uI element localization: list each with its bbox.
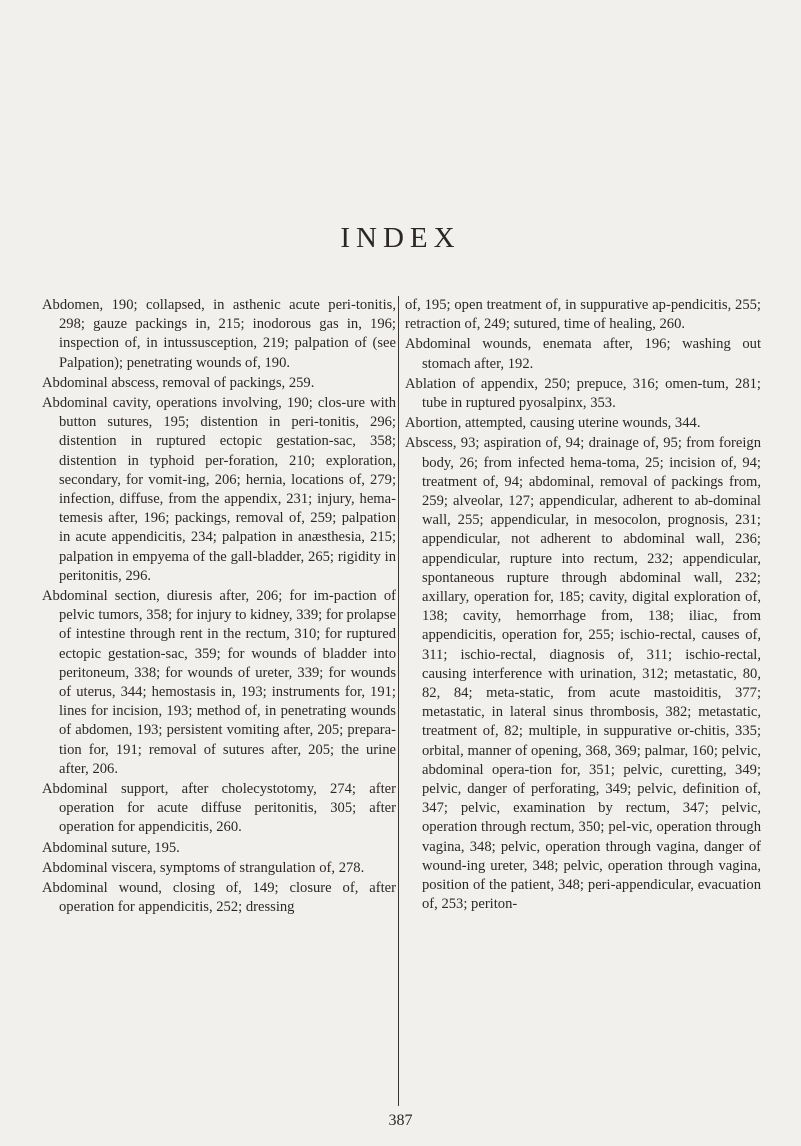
index-entry-continuation: of, 195; open treatment of, in suppurative ap-pendicitis, 255; retraction of, 249; sutured, time of healing, 260.	[405, 297, 761, 333]
index-left-column	[42, 296, 396, 919]
index-entry: Abdominal viscera, symptoms of strangulation of, 278.	[42, 859, 365, 876]
index-entry: Abdominal cavity, operations involving, 190; clos-ure with button sutures, 195; distention in peri-tonitis, 296; distention in ruptured ectopic gestation-sac, 358; distention in typhoid per-foration, 210; exploration, secondary, for vomit-ing, 206; hernia, locations of, 279; infection, diffuse, from the appendix, 231; injury, hema-temesis after, 196; packings, removal of, 259; palpation in acute appendicitis, 234; palpation in anæsthesia, 215; palpation in empyema of the gall-bladder, 265; rigidity in peritonitis, 296.	[42, 395, 396, 584]
page-number: 387	[388, 1112, 413, 1129]
index-entry: Abdominal wounds, enemata after, 196; washing out stomach after, 192.	[405, 336, 761, 372]
index-entry: Abdominal section, diuresis after, 206; for im-paction of pelvic tumors, 358; for injury to kidney, 339; for prolapse of intestine through rent in the rectum, 310; for ruptured ectopic gestation-sac, 359; for wounds of bladder into peritoneum, 338; for wounds of ureter, 339; for wounds of uterus, 344; hemostasis in, 193; instruments for, 191; lines for incision, 193; method of, in penetrating wounds of abdomen, 193; persistent vomiting after, 205; prepara-tion for, 191; removal of sutures after, 205; the urine after, 206.	[42, 588, 396, 777]
index-entry: Abscess, 93; aspiration of, 94; drainage of, 95; from foreign body, 26; from infected hema-toma, 25; incision of, 94; treatment of, 94; abdominal, removal of packings from, 259; alveolar, 127; appendicular, adherent to ab-dominal wall, 255; appendicular, in mesocolon, prognosis, 231; appendicular, not adherent to abdominal wall, 236; appendicular, rupture into rectum, 232; appendicular, spontaneous rupture through abdominal wall, 232; axillary, operation for, 185; cavity, digital exploration of, 138; cavity, hemorrhage from, 138; iliac, from appendicitis, operation for, 255; ischio-rectal, causes of, 311; ischio-rectal, diagnosis of, 311; ischio-rectal, causing interference with urination, 312; metastatic, 80, 82, 84; meta-static, from acute mastoiditis, 377; metastatic, in lateral sinus thrombosis, 382; metastatic, treatment of, 82; multiple, in suppurative or-chitis, 335; orbital, manner of opening, 368, 369; palmar, 160; pelvic, abdominal opera-tion for, 351; pelvic, curetting, 349; pelvic, danger of perforating, 349; pelvic, definition of, 347; pelvic, examination by rectum, 347; pelvic, operation through rectum, 350; pel-vic, operation through vagina, 348; pelvic, operation through vagina, danger of wound-ing ureter, 348; pelvic, operation through vagina, position of the patient, 348; peri-appendicular, evacuation of, 253; periton-	[405, 435, 761, 913]
index-entry: Abdomen, 190; collapsed, in asthenic acute peri-tonitis, 298; gauze packings in, 215; inodorous gas in, 196; inspection of, in intussusception, 219; palpation of (see Palpation); penetrating wounds of, 190.	[42, 297, 396, 371]
index-entry: Abdominal support, after cholecystotomy, 274; after operation for acute diffuse peritonitis, 305; after operation for appendicitis, 260.	[42, 781, 396, 836]
index-entry: Ablation of appendix, 250; prepuce, 316; omen-tum, 281; tube in ruptured pyosalpinx, 353.	[405, 375, 761, 412]
index-entry: Abdominal wound, closing of, 149; closure of, after operation for appendicitis, 252; dressing	[42, 880, 396, 916]
index-entry: Abortion, attempted, causing uterine wounds, 344.	[405, 415, 701, 432]
page-title: INDEX	[340, 222, 461, 254]
column-divider	[398, 296, 399, 1106]
index-entry: Abdominal suture, 195.	[42, 839, 180, 856]
index-entry: Abdominal abscess, removal of packings, 259.	[42, 374, 315, 391]
index-right-column	[405, 296, 761, 916]
